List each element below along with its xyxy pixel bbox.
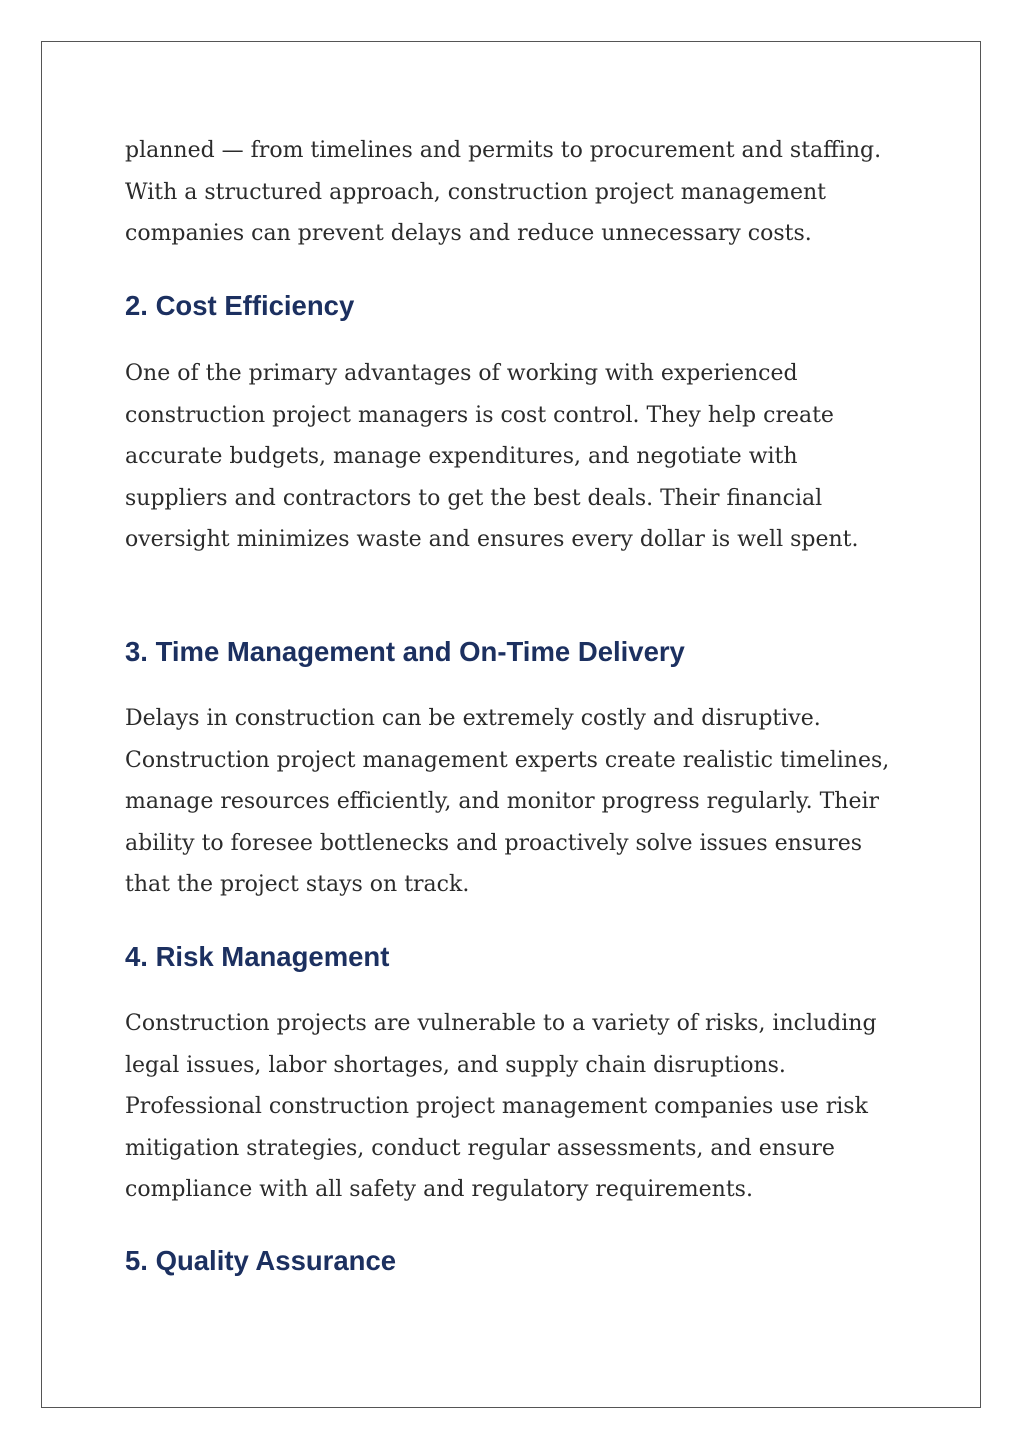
section-heading-time-management: 3. Time Management and On-Time Delivery (125, 636, 685, 667)
paragraph-line: mitigation strategies, conduct regular assessments, and ensure (125, 1135, 835, 1161)
paragraph-line: Construction projects are vulnerable to a variety of risks, including (125, 1011, 877, 1036)
paragraph-line: manage resources efficiently, and monitor progress regularly. Their (125, 789, 880, 814)
paragraph-line: Delays in construction can be extremely costly and disruptive. (125, 706, 821, 731)
intro-paragraph (125, 130, 881, 255)
paragraph-line: Construction project management experts create realistic timelines, (125, 747, 890, 773)
section-paragraph-time-management (125, 698, 889, 906)
paragraph-line: planned — from timelines and permits to procurement and staffing. (125, 138, 882, 163)
paragraph-line: One of the primary advantages of working with experienced (125, 361, 798, 386)
paragraph-line: companies can prevent delays and reduce unnecessary costs. (125, 221, 812, 246)
paragraph-line: suppliers and contractors to get the best deals. Their financial (125, 485, 823, 511)
paragraph-line: With a structured approach, construction project management (125, 179, 827, 205)
paragraph-line: ability to foresee bottlenecks and proactively solve issues ensures (125, 830, 863, 856)
paragraph-line: oversight minimizes waste and ensures every dollar is well spent. (125, 527, 859, 552)
section-heading-cost-efficiency: 2. Cost Efficiency (125, 290, 355, 321)
paragraph-line: that the project stays on track. (125, 872, 470, 897)
paragraph-line: Professional construction project management companies use risk (125, 1094, 868, 1119)
section-heading-quality-assurance: 5. Quality Assurance (125, 1245, 397, 1276)
paragraph-line: compliance with all safety and regulatory requirements. (125, 1177, 753, 1202)
section-paragraph-risk-management (125, 1003, 877, 1211)
paragraph-line: construction project managers is cost control. They help create (125, 402, 834, 428)
document-page (41, 41, 981, 1408)
paragraph-line: legal issues, labor shortages, and supply chain disruptions. (125, 1052, 786, 1078)
paragraph-line: accurate budgets, manage expenditures, and negotiate with (125, 444, 798, 469)
section-paragraph-cost-efficiency (125, 353, 859, 561)
section-heading-risk-management: 4. Risk Management (125, 941, 390, 972)
